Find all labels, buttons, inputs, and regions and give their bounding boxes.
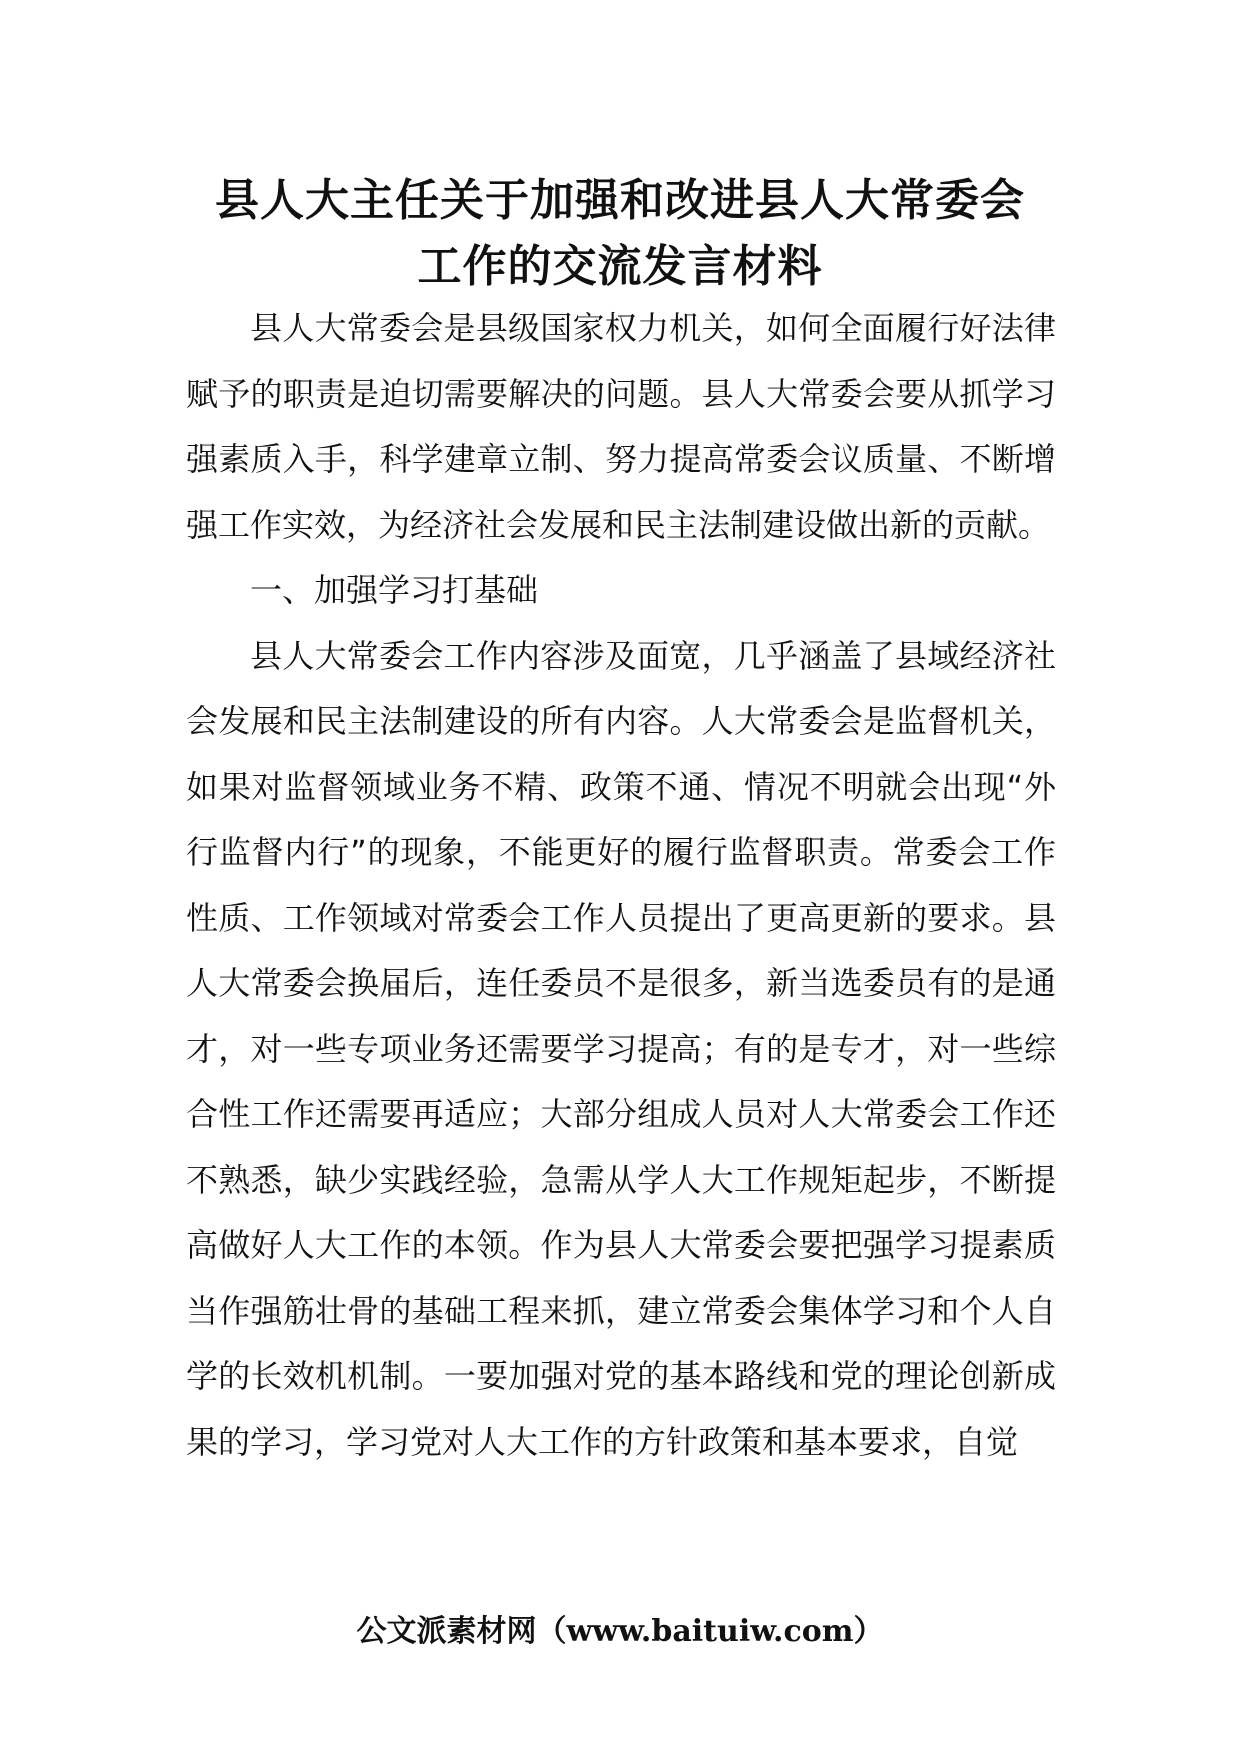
body-paragraph: 县人大常委会工作内容涉及面宽，几乎涵盖了县域经济社会发展和民主法制建设的所有内容。人大常委会是监督机关，如果对监督领域业务不精、政策不通、情况不明就会出现“外行监督内行”的现象，不能更好的履行监督职责。常委会工作性质、工作领域对常委会工作人员提出了更高更新的要求。县人大常委会换届后，连任委员不是很多，新当选委员有的是通才，对一些专项业务还需要学习提高；有的是专才，对一些综合性工作还需要再适应；大部分组成人员对人大常委会工作还不熟悉，缺少实践经验，急需从学人大工作规矩起步，不断提高做好人大工作的本领。作为县人大常委会要把强学习提素质当作强筋壮骨的基础工程来抓，建立常委会集体学习和个人自学的长效机机制。一要加强对党的基本路线和党的理论创新成果的学习，学习党对人大工作的方针政策和基本要求，自觉 xyxy=(186,636,1056,1461)
section-heading: 一、加强学习打基础 xyxy=(250,571,539,609)
document-body xyxy=(186,296,1056,1475)
intro-paragraph: 县人大常委会是县级国家权力机关，如何全面履行好法律赋予的职责是迫切需要解决的问题。县人大常委会要从抓学习强素质入手，科学建章立制、努力提高常委会议质量、不断增强工作实效，为经济社会发展和民主法制建设做出新的贡献。 xyxy=(186,309,1056,544)
page-footer-watermark: 公文派素材网（www.baituiw.com） xyxy=(356,1614,884,1649)
document-title xyxy=(150,168,1090,300)
document-title-line-1: 县人大主任关于加强和改进县人大常委会 xyxy=(215,175,1025,226)
document-title-line-2: 工作的交流发言材料 xyxy=(417,241,823,292)
